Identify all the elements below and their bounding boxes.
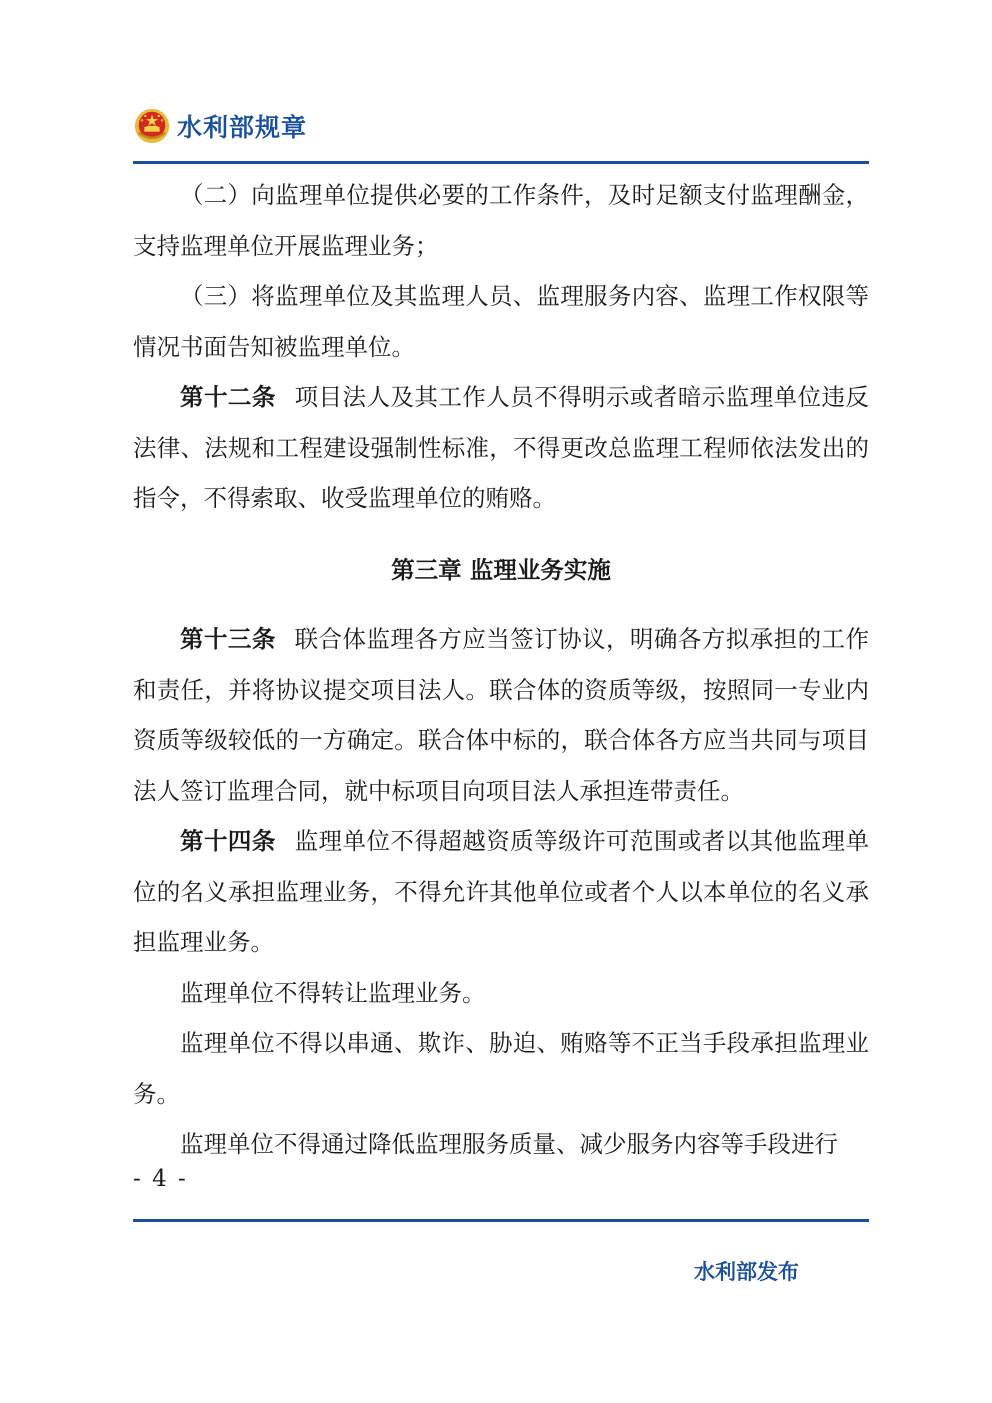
page-number: - 4 - <box>133 1166 188 1192</box>
national-emblem-icon <box>133 107 171 145</box>
article-text: 联合体监理各方应当签订协议，明确各方拟承担的工作和责任，并将协议提交项目法人。联合体的资质等级，按照同一专业内资质等级较低的一方确定。联合体中标的，联合体各方应当共同与项目法人签订监理合同，就中标项目向项目法人承担连带责任。 <box>133 625 870 805</box>
article-13 <box>133 614 869 816</box>
paragraph: 监理单位不得转让监理业务。 <box>180 978 486 1007</box>
paragraph: 监理单位不得以串通、欺诈、胁迫、贿赂等不正当手段承担监理业务。 <box>133 1029 869 1108</box>
header-title: 水利部规章 <box>177 113 308 142</box>
paragraph: 监理单位不得通过降低监理服务质量、减少服务内容等手段进行 <box>180 1130 838 1158</box>
document-body <box>133 170 869 1170</box>
article-number: 第十四条 <box>180 827 276 855</box>
header-divider <box>133 161 869 164</box>
article-text: 监理单位不得超越资质等级许可范围或者以其他监理单位的名义承担监理业务，不得允许其他单位或者个人以本单位的名义承担监理业务。 <box>133 827 870 956</box>
header <box>133 103 307 149</box>
paragraph: （二）向监理单位提供必要的工作条件，及时足额支付监理酬金，支持监理单位开展监理业务； <box>133 181 869 260</box>
article-number: 第十二条 <box>180 383 276 411</box>
article-text: 项目法人及其工作人员不得明示或者暗示监理单位违反法律、法规和工程建设强制性标准，不得更改总监理工程师依法发出的指令，不得索取、收受监理单位的贿赂。 <box>133 383 870 512</box>
paragraph: （三）将监理单位及其监理人员、监理服务内容、监理工作权限等情况书面告知被监理单位。 <box>133 282 869 361</box>
article-12 <box>133 372 869 524</box>
footer-divider <box>133 1219 869 1222</box>
footer-publisher: 水利部发布 <box>694 1260 799 1284</box>
chapter-title: 第三章 监理业务实施 <box>391 555 611 584</box>
article-number: 第十三条 <box>180 625 276 653</box>
article-14 <box>133 816 869 968</box>
